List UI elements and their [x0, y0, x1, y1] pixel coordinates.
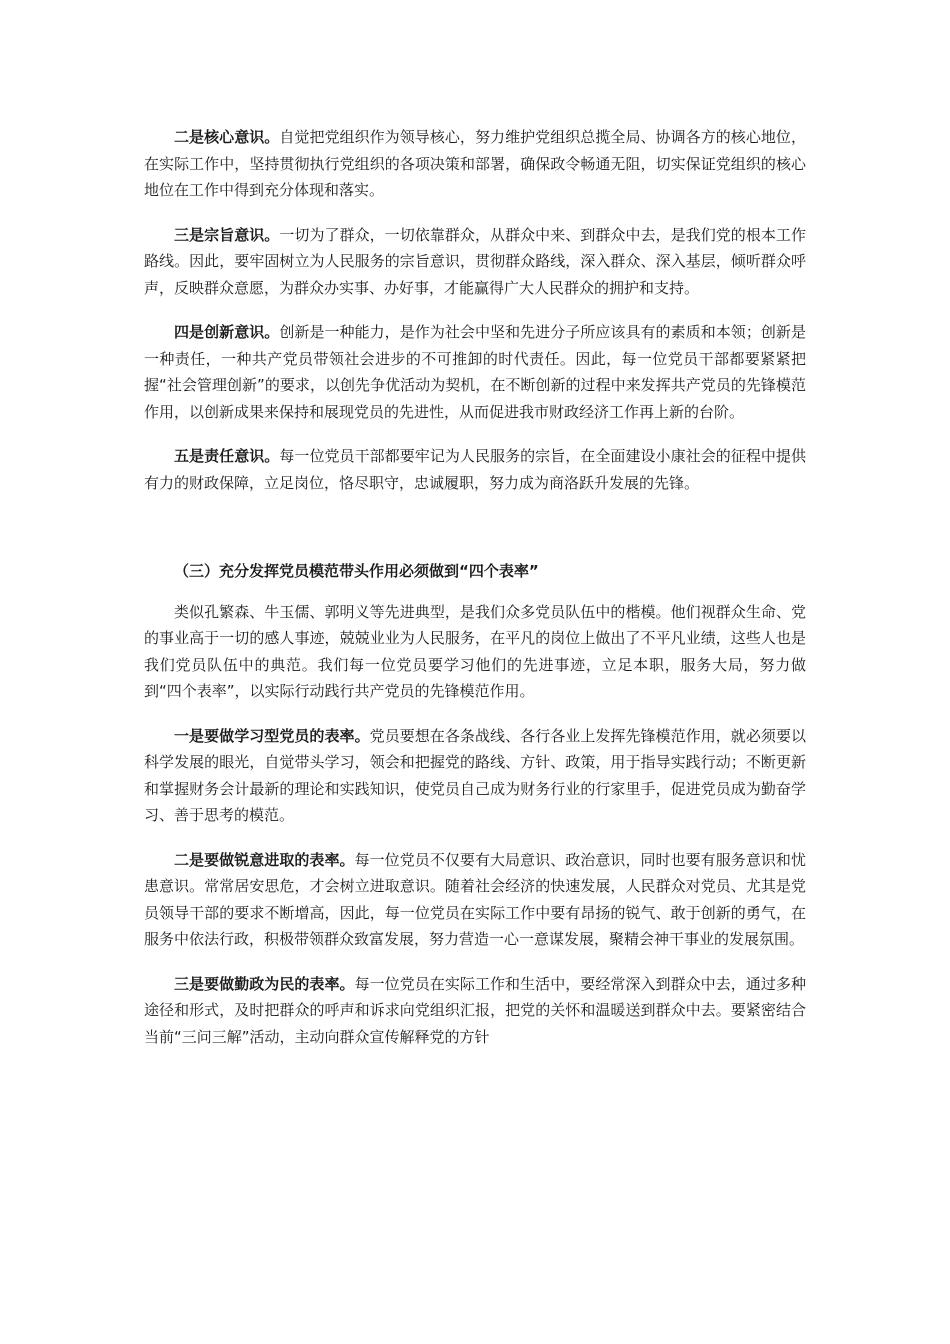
paragraph-lead: 二是核心意识。	[174, 128, 280, 146]
paragraph-enterprising-model	[144, 847, 806, 953]
paragraph-diligent-model	[144, 971, 806, 1051]
paragraph-lead: 三是要做勤政为民的表率。	[174, 974, 355, 993]
paragraph-responsibility-awareness	[144, 443, 806, 496]
paragraph-text: 每一位党员在实际工作和生活中，要经常深入到群众中去，通过多种途径和形式，及时把群众的呼声和诉求向党组织汇报，把党的关怀和温暖送到群众中去。要紧密结合当前“三问三解”活动，主动向群众宣传解释党的方针	[144, 974, 806, 1046]
paragraph-core-awareness	[144, 124, 806, 204]
document-body	[144, 124, 806, 1068]
paragraph-text: 自觉把党组织作为领导核心，努力维护党组织总揽全局、协调各方的核心地位，在实际工作中，坚持贯彻执行党组织的各项决策和部署，确保政令畅通无阻，切实保证党组织的核心地位在工作中得到充分体现和落实。	[144, 128, 806, 199]
paragraph-text: 一切为了群众，一切依靠群众，从群众中来、到群众中去，是我们党的根本工作路线。因此，要牢固树立为人民服务的宗旨意识，贯彻群众路线，深入群众、深入基层，倾听群众呼声，反映群众意愿，为群众办实事、办好事，才能赢得广大人民群众的拥护和支持。	[144, 225, 806, 297]
paragraph-text: 创新是一种能力，是作为社会中坚和先进分子所应该具有的素质和本领；创新是一种责任，一种共产党员带领社会进步的不可推卸的时代责任。因此，每一位党员干部都要紧紧把握“社会管理创新”的要求，以创先争优活动为契机，在不断创新的过程中来发挥共产党员的先锋模范作用，以创新成果来保持和展现党员的先进性，从而促进我市财政经济工作再上新的台阶。	[144, 323, 806, 421]
paragraph-text: 每一位党员不仅要有大局意识、政治意识，同时也要有服务意识和忧患意识。常常居安思危，才会树立进取意识。随着社会经济的快速发展，人民群众对党员、尤其是党员领导干部的要求不断增高，因此，每一位党员在实际工作中要有昂扬的锐气、敢于创新的勇气，在服务中依法行政，积极带领群众致富发展，努力营造一心一意谋发展，聚精会神干事业的发展氛围。	[144, 850, 806, 948]
paragraph-lead: 二是要做锐意进取的表率。	[174, 850, 355, 869]
paragraph-learning-model	[144, 723, 806, 829]
paragraph-lead: 四是创新意识。	[174, 323, 280, 341]
paragraph-innovation-awareness	[144, 319, 806, 425]
paragraph-intro: 类似孔繁森、牛玉儒、郭明义等先进典型，是我们众多党员队伍中的楷模。他们视群众生命、党的事业高于一切的感人事迹，兢兢业业为人民服务，在平凡的岗位上做出了不平凡业绩，这些人也是我们党员队伍中的典范。我们每一位党员要学习他们的先进事迹，立足本职，服务大局，努力做到“四个表率”，以实际行动践行共产党员的先锋模范作用。	[144, 602, 806, 700]
paragraph-text: 每一位党员干部都要牢记为人民服务的宗旨，在全面建设小康社会的征程中提供有力的财政保障，立足岗位，恪尽职守，忠诚履职，努力成为商洛跃升发展的先锋。	[144, 447, 806, 492]
paragraph-lead: 三是宗旨意识。	[174, 225, 280, 244]
paragraph-text: 党员要想在各条战线、各行各业上发挥先锋模范作用，就必须要以科学发展的眼光，自觉带头学习，领会和把握党的路线、方针、政策，用于指导实践行动；不断更新和掌握财务会计最新的理论和实践知识，使党员自己成为财务行业的行家里手，促进党员成为勤奋学习、善于思考的模范。	[144, 726, 806, 824]
paragraph-lead: 五是责任意识。	[174, 447, 280, 465]
paragraph-lead: 一是要做学习型党员的表率。	[174, 726, 370, 745]
paragraph-purpose-awareness	[144, 222, 806, 302]
section-heading: （三）充分发挥党员模范带头作用必须做到“四个表率”	[174, 562, 539, 580]
